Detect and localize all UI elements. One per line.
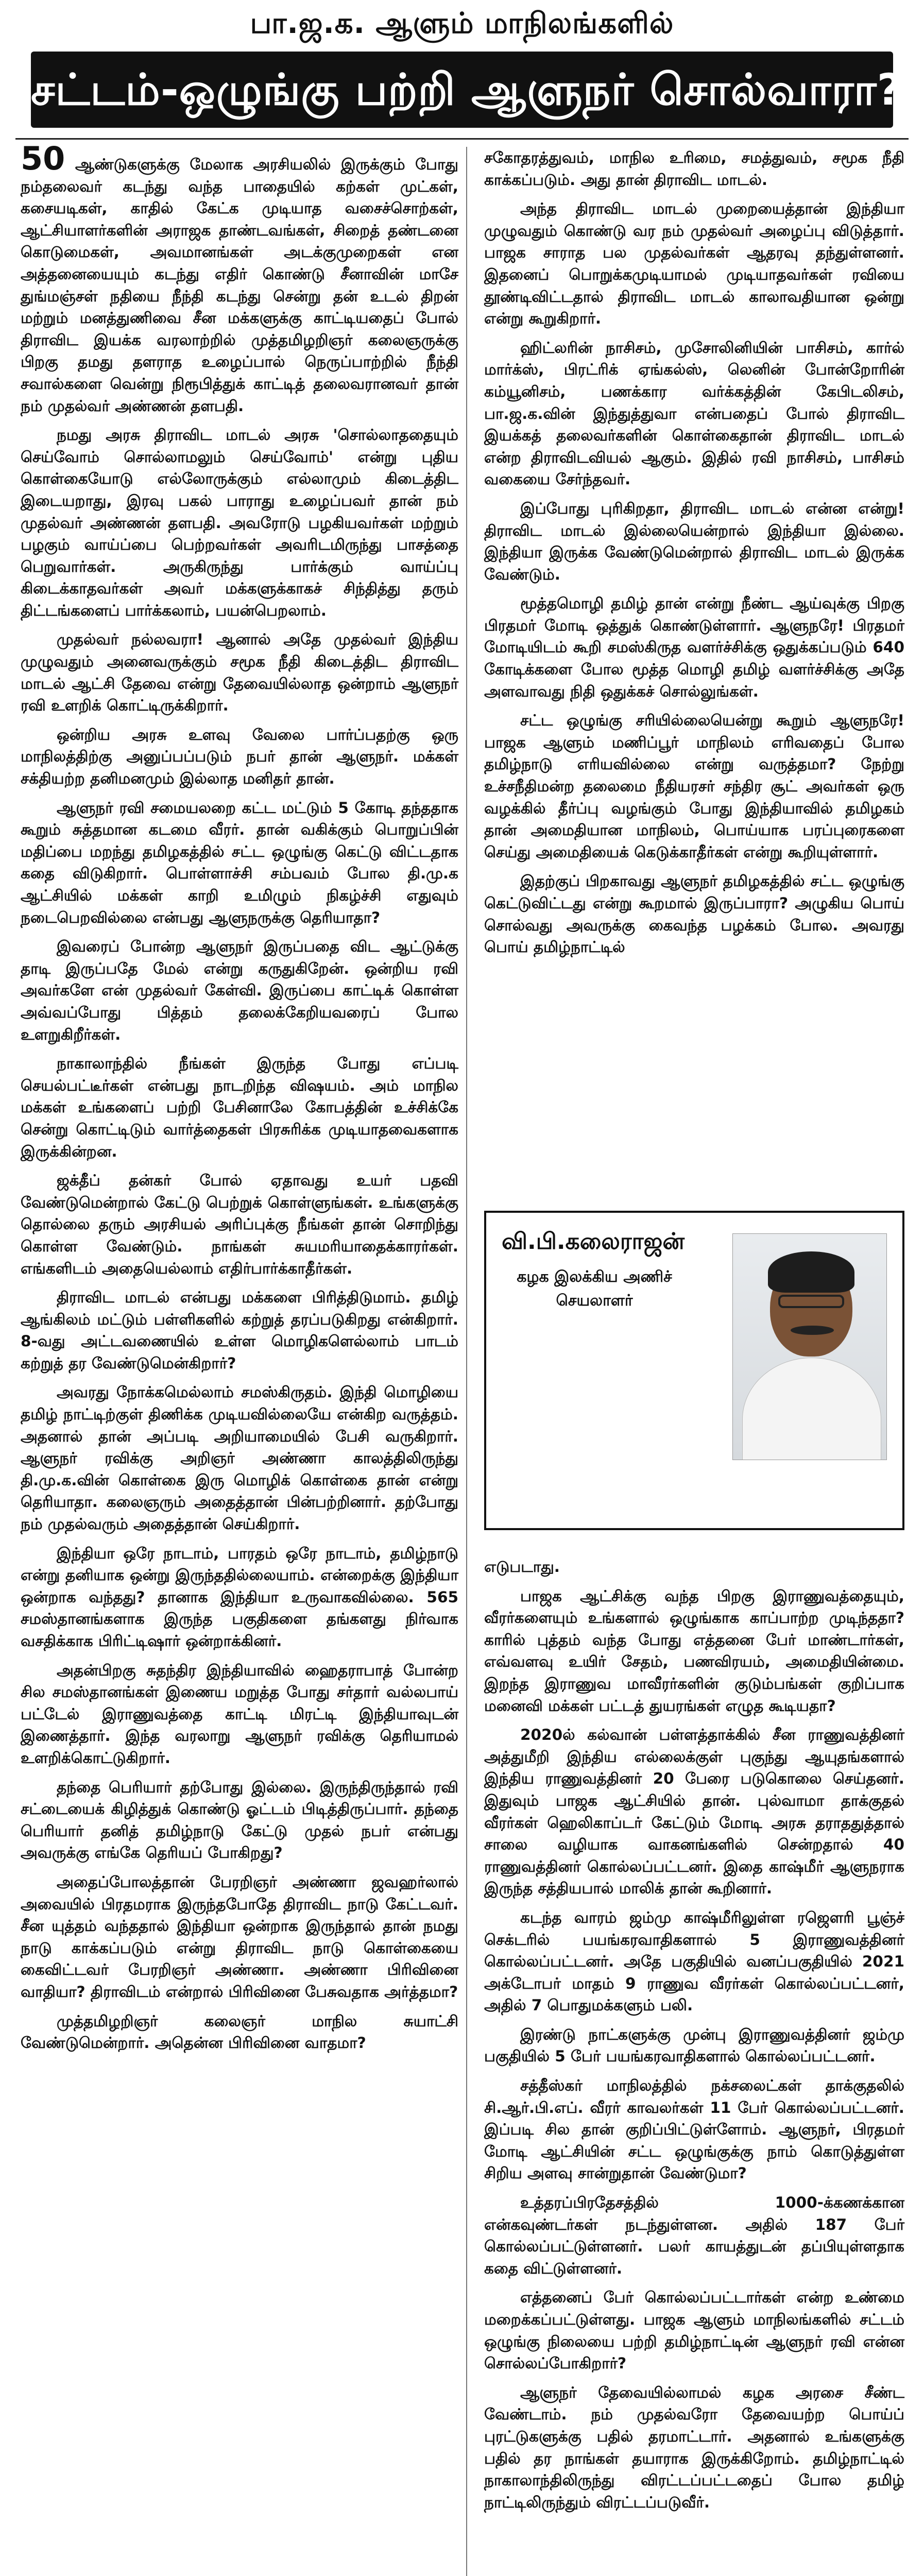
paragraph: முத்தமிழறிஞர் கலைஞர் மாநில சுயாட்சி வேண்டுமென்றார். அதென்ன பிரிவினை வாதமா? bbox=[21, 2012, 458, 2052]
right-column-lower bbox=[484, 1556, 904, 2576]
right-column bbox=[484, 147, 904, 1193]
paragraph: ஹிட்லரின் நாசிசம், முசோலினியின் பாசிசம், கார்ல் மார்க்ஸ், பிரட்ரிக் ஏங்கல்ஸ், லெனின் போன்றோரின் கம்யூனிசம், பணக்கார வர்க்கத்தின் கேபிடலிசம், பா.ஜ.க.வின் இந்துத்துவா என்பதைப் போல் திராவிட இயக்கத் தலைவர்களின் கொள்கைதான் திராவிட மாடல் என்ற திராவிடவியல் ஆகும். இதில் ரவி நாசிசம், பாசிசம் வகையை சேர்ந்தவர். bbox=[484, 338, 904, 488]
kicker: பா.ஜ.க. ஆளும் மாநிலங்களில் bbox=[250, 7, 674, 40]
left-column bbox=[21, 140, 458, 2576]
paragraph: 50 ஆண்டுகளுக்கு மேலாக அரசியலில் இருக்கும் போது நம்தலைவர் கடந்து வந்த பாதையில் கற்கள் முட்கள், கசையடிகள், காதில் கேட்க முடியாத வசைச்சொற்கள், ஆட்சியாளர்களின் அராஜக தாண்டவங்கள், சிறைத் தண்டனை கொடுமைகள், அவமானங்கள் அடக்குமுறைகள் என அத்தனையையும் கடந்து எதிர் கொண்டு சீனாவின் மாசே துங்மஞ்சள் நதியை நீந்தி கடந்து சென்று தன் உடல் திறன் மற்றும் மனத்துணிவை சீன மக்களுக்கு காட்டியதைப் போல் திராவிட இயக்க வரலாற்றில் முத்தமிழறிஞர் கலைஞருக்கு பிறகு தமது தளராத உழைப்பால் நெருப்பாற்றில் நீந்தி சவால்களை வென்று நிரூபித்துக் காட்டித் தலைவரானவர் தான் நம் முதல்வர் அண்ணன் தளபதி. bbox=[21, 140, 458, 415]
paragraph: உத்தரப்பிரதேசத்தில் 1000-க்கணக்கான என்கவுண்டர்கள் நடந்துள்ளன. அதில் 187 பேர் கொல்லப்பட்டுள்ளனர். பலர் காயத்துடன் தப்பியுள்ளதாக கதை விட்டுள்ளனர். bbox=[484, 2194, 904, 2277]
photo-glasses bbox=[778, 1295, 844, 1308]
lead-number: 50 bbox=[21, 140, 65, 177]
paragraph: மூத்தமொழி தமிழ் தான் என்று நீண்ட ஆய்வுக்கு பிறகு பிரதமர் மோடி ஒத்துக் கொண்டுள்ளார். ஆளுநரே! பிரதமர் மோடியிடம் கூறி சமஸ்கிருத வளர்ச்சிக்கு ஒதுக்கப்படும் 640 கோடிக்களை போல மூத்த மொழி தமிழ் வளர்ச்சிக்கு அதே அளவாவது நிதி ஒதுக்கச் சொல்லுங்கள். bbox=[484, 595, 904, 700]
paragraph: இவரைப் போன்ற ஆளுநர் இருப்பதை விட ஆட்டுக்கு தாடி இருப்பதே மேல் என்று கருதுகிறேன். ஒன்றிய ரவி அவர்களே என் முதல்வர் கேள்வி. இருப்பை காட்டிக் கொள்ள அவ்வப்போது பித்தம் தலைக்கேறியவரைப் போல உளறுகிறீர்கள். bbox=[21, 938, 458, 1043]
paragraph: தந்தை பெரியார் தற்போது இல்லை. இருந்திருந்தால் ரவி சட்டையைக் கிழித்துக் கொண்டு ஓட்டம் பிடித்திருப்பார். தந்தை பெரியார் தனித் தமிழ்நாடு கேட்டு முதல் நபர் என்பது அவருக்கு எங்கே தெரியப் போகிறது? bbox=[21, 1778, 458, 1862]
paragraph: சட்ட ஒழுங்கு சரியில்லையென்று கூறும் ஆளுநரே! பாஜக ஆளும் மணிப்பூர் மாநிலம் எரிவதைப் போல தமிழ்நாடு எரியவில்லை என்று வருத்தமா? நேற்று உச்சநீதிமன்ற தலைமை நீதியரசர் சந்திர சூட் அவர்கள் ஒரு வழக்கில் தீர்ப்பு வழங்கும் போது இந்தியாவில் தமிழகம் தான் அமைதியான மாநிலம், பொய்யாக பரப்புரைகளை செய்து அமைதியைக் கெடுக்காதீர்கள் என்று கூறியுள்ளார். bbox=[484, 711, 904, 861]
paragraph: அவரது நோக்கமெல்லாம் சமஸ்கிருதம். இந்தி மொழியை தமிழ் நாட்டிற்குள் திணிக்க முடியவில்லையே என்கிற வருத்தம். அதனால் தான் அப்படி அறியாமையில் பேசி வருகிறார். ஆளுநர் ரவிக்கு அறிஞர் அண்ணா காலத்திலிருந்து தி.மு.க.வின் கொள்கை இரு மொழிக் கொள்கை தான் என்று தெரியாதா. கலைஞரும் அதைத்தான் பின்பற்றினார். தற்போது நம் முதல்வரும் அதைத்தான் செய்கிறார். bbox=[21, 1383, 458, 1533]
paragraph: ஒன்றிய அரசு உளவு வேலை பார்ப்பதற்கு ஒரு மாநிலத்திற்கு அனுப்பப்படும் நபர் தான் ஆளுநர். மக்கள் சக்தியற்ற தனிமனமும் இல்லாத மனிதர் தான். bbox=[21, 725, 458, 788]
paragraph: ஆளுநர் தேவையில்லாமல் கழக அரசை சீண்ட வேண்டாம். நம் முதல்வரோ தேவையற்ற பொய்ப் புரட்டுகளுக்கு பதில் தரமாட்டார். அதனால் உங்களுக்கு பதில் தர நாங்கள் தயாராக இருக்கிறோம். தமிழ்நாட்டில் நாகாலாந்திலிருந்து விரட்டப்பட்டதைப் போல தமிழ் நாட்டிலிருந்தும் விரட்டப்படுவீர். bbox=[484, 2383, 904, 2511]
paragraph: இரண்டு நாட்களுக்கு முன்பு இராணுவத்தினர் ஜம்மு பகுதியில் 5 பேர் பயங்கரவாதிகளால் கொல்லப்பட்டனர். bbox=[484, 2025, 904, 2065]
paragraph: முதல்வர் நல்லவரா! ஆனால் அதே முதல்வர் இந்திய முழுவதும் அனைவருக்கும் சமூக நீதி கிடைத்திட திராவிட மாடல் ஆட்சி தேவை என்று தேவையில்லாத ஒன்றாம் ஆளுநர் ரவி உளறிக் கொட்டிருக்கிறார். bbox=[21, 631, 458, 715]
paragraph: சகோதரத்துவம், மாநில உரிமை, சமத்துவம், சமூக நீதி காக்கப்படும். அது தான் திராவிட மாடல். bbox=[484, 149, 904, 189]
paragraph: ஜக்தீப் தன்கர் போல் ஏதாவது உயர் பதவி வேண்டுமென்றால் கேட்டு பெற்றுக் கொள்ளுங்கள். உங்களுக்கு தொல்லை தரும் அரசியல் அரிப்புக்கு நீங்கள் தான் சொறிந்து கொள்ள வேண்டும். நாங்கள் சுயமரியாதைக்காரர்கள். எங்களிடம் அதையெல்லாம் எதிர்பார்க்காதீர்கள். bbox=[21, 1172, 458, 1277]
paragraph: எத்தனைப் பேர் கொல்லப்பட்டார்கள் என்ற உண்மை மறைக்கப்பட்டுள்ளது. பாஜக ஆளும் மாநிலங்களில் சட்டம் ஒழுங்கு நிலையை பற்றி தமிழ்நாட்டின் ஆளுநர் ரவி என்ன சொல்லப்போகிறார்? bbox=[484, 2289, 904, 2372]
paragraph: இதற்குப் பிறகாவது ஆளுநர் தமிழகத்தில் சட்ட ஒழுங்கு கெட்டுவிட்டது என்று கூறமால் இருப்பாரா? அழுகிய பொய் சொல்வது அவருக்கு கைவந்த பழக்கம் போல. அவரது பொய் தமிழ்நாட்டில் bbox=[484, 872, 904, 956]
paragraph: பாஜக ஆட்சிக்கு வந்த பிறகு இராணுவத்தையும், வீரர்களையும் உங்களால் ஒழுங்காக காப்பாற்ற முடிந்ததா? காரில் புத்தம் வந்த போது எத்தனை பேர் மாண்டார்கள், எவ்வளவு உயிர் சேதம், பணவிரயம், அமைதியின்மை. இறந்த இராணுவ மாவீரர்களின் குடும்பங்கள் குறிப்பாக மனைவி மக்கள் பட்டத் துயரங்கள் எழுத கூடியதா? bbox=[484, 1587, 904, 1715]
author-photo bbox=[732, 1233, 887, 1460]
author-name: வி.பி.கலைராஜன் bbox=[502, 1228, 685, 1255]
paragraph: நமது அரசு திராவிட மாடல் அரசு 'சொல்லாததையும் செய்வோம் சொல்லாமலும் செய்வோம்' என்று புதிய கொள்கையோடு எல்லோருக்கும் எல்லாமும் கிடைத்திட இடையறாது, இரவு பகல் பாராது உழைப்பவர் தான் நம் முதல்வர் அண்ணன் தளபதி. அவரோடு பழகியவர்கள் மற்றும் பழகும் வாய்ப்பை பெற்றவர்கள் அவரிடமிருந்து பாசத்தை பெறுவார்கள். அருகிருந்து பார்க்கும் வாய்ப்பு கிடைக்காதவர்கள் அவர் மக்களுக்காகச் சிந்தித்து தரும் திட்டங்களைப் பார்க்கலாம், பயன்பெறலாம். bbox=[21, 426, 458, 619]
paragraph: திராவிட மாடல் என்பது மக்களை பிரித்திடுமாம். தமிழ் ஆங்கிலம் மட்டும் பள்ளிகளில் கற்றுத் தரப்படுகிறது என்கிறார். 8-வது அட்டவணையில் உள்ள மொழிகளெல்லாம் பாடம் கற்றுத் தர வேண்டுமென்கிறார்? bbox=[21, 1289, 458, 1372]
paragraph: கடந்த வாரம் ஜம்மு காஷ்மீரிலுள்ள ரஜௌரி பூஞ்ச் செக்டரில் பயங்கரவாதிகளால் 5 இராணுவத்தினர் கொல்லப்பட்டனர். அதே பகுதியில் வனப்பகுதியில் 2021 அக்டோபர் மாதம் 9 ராணுவ வீரர்கள் கொல்லப்பட்டனர், அதில் 7 பொதுமக்களும் பலி. bbox=[484, 1908, 904, 2014]
top-rule bbox=[15, 138, 909, 140]
paragraph: சத்தீஸ்கர் மாநிலத்தில் நக்சலைட்கள் தாக்குதலில் சி.ஆர்.பி.எப். வீரர் காவலர்கள் 11 பேர் கொல்லப்பட்டனர். இப்படி சில தான் குறிப்பிட்டுள்ளோம். ஆளுநர், பிரதமர் மோடி ஆட்சியின் சட்ட ஒழுங்குக்கு நாம் கொடுத்துள்ள சிறிய அளவு சான்றுதான் வேண்டுமா? bbox=[484, 2077, 904, 2182]
paragraph: அதன்பிறகு சுதந்திர இந்தியாவில் ஹைதராபாத் போன்ற சில சமஸ்தானங்கள் இணைய மறுத்த போது சர்தார் வல்லபாய் பட்டேல் இராணுவத்தை காட்டி மிரட்டி இந்தியாவுடன் இணைத்தார். இந்த வரலாறு ஆளுநர் ரவிக்கு தெரியாமல் உளறிக்கொட்டுகிறார். bbox=[21, 1661, 458, 1767]
author-role: கழக இலக்கிய அணிச் செயலாளர் bbox=[517, 1268, 672, 1310]
paragraph: 2020ல் கல்வான் பள்ளத்தாக்கில் சீன ராணுவத்தினர் அத்துமீறி இந்திய எல்லைக்குள் புகுந்து ஆயுதங்களால் இந்திய ராணுவத்தினர் 20 பேரை படுகொலை செய்தனர். இதுவும் பாஜக ஆட்சியில் தான். புல்வாமா தாக்குதல் வீரர்கள் ஹெலிகாப்டர் கேட்டும் மோடி அரசு தராததுத்தால் சாலை வழியாக வாகனங்களில் சென்றதால் 40 ராணுவத்தினர் கொல்லப்பட்டனர். இதை காஷ்மீர் ஆளுநராக இருந்த சத்தியபால் மாலிக் தான் கூறினார். bbox=[484, 1726, 904, 1897]
paragraph: எடுபடாது. bbox=[484, 1558, 560, 1575]
paragraph: நாகாலாந்தில் நீங்கள் இருந்த போது எப்படி செயல்பட்டீர்கள் என்பது நாடறிந்த விஷயம். அம் மாநில மக்கள் உங்களைப் பற்றி பேசினாலே கோபத்தின் உச்சிக்கே சென்று கொட்டிடும் வார்த்தைகள் பிரசுரிக்க முடியாதவைகளாக இருக்கின்றன. bbox=[21, 1055, 458, 1160]
photo-mustache bbox=[791, 1326, 834, 1335]
column-divider bbox=[466, 147, 467, 2576]
author-box bbox=[484, 1211, 904, 1530]
paragraph: அதைப்போலத்தான் பேரறிஞர் அண்ணா ஜவஹர்லால் அவையில் பிரதமராக இருந்தபோதே திராவிட நாடு கேட்டவர். சீன யுத்தம் வந்ததால் இந்தியா ஒன்றாக இருந்தால் தான் நமது நாடு காக்கப்படும் என்று திராவிட நாடு கொள்கையை கைவிட்டவர் பேரறிஞர் அண்ணா. அண்ணா பிரிவினை வாதியா? திராவிடம் என்றால் பிரிவினை பேசுவதாக அர்த்தமா? bbox=[21, 1873, 458, 2001]
paragraph: ஆளுநர் ரவி சமையலறை கட்ட மட்டும் 5 கோடி தந்ததாக கூறும் சுத்தமான கடமை வீரர். தான் வகிக்கும் பொறுப்பின் மதிப்பை மறந்து தமிழகத்தில் சட்ட ஒழுங்கு கெட்டு விட்டதாக கதை விடுகிறார். பொள்ளாச்சி சம்பவம் போல தி.மு.க ஆட்சியில் மக்கள் காறி உமிழும் நிகழ்ச்சி எதுவும் நடைபெறவில்லை என்பது ஆளுநருக்கு தெரியாதா? bbox=[21, 799, 458, 926]
headline: சட்டம்-ஒழுங்கு பற்றி ஆளுநர் சொல்வாரா? bbox=[31, 64, 903, 115]
photo-hair bbox=[768, 1251, 854, 1293]
paragraph: அந்த திராவிட மாடல் முறையைத்தான் இந்தியா முழுவதும் கொண்டு வர நம் முதல்வர் அழைப்பு விடுத்தார். பாஜக சாராத பல முதல்வர்கள் ஆதரவு தந்துள்ளனர். இதனைப் பொறுக்கமுடியாமல் முடியாதவர்கள் ரவியை தூண்டிவிட்டதால் திராவிட மாடல் காலாவதியான ஒன்று என்று கூறுகிறார். bbox=[484, 200, 904, 328]
paragraph: இந்தியா ஒரே நாடாம், பாரதம் ஒரே நாடாம், தமிழ்நாடு என்று தனியாக ஒன்று இருந்ததில்லையாம். என்றைக்கு இந்தியா ஒன்றாக வந்தது? தானாக இந்தியா உருவாகவில்லை. 565 சமஸ்தானங்களாக இருந்த பகுதிகளை தங்களது நிர்வாக வசதிக்காக பிரிட்டிஷார் ஒன்றாக்கினர். bbox=[21, 1544, 458, 1650]
paragraph: இப்போது புரிகிறதா, திராவிட மாடல் என்ன என்று! திராவிட மாடல் இல்லையென்றால் இந்தியா இல்லை. இந்தியா இருக்க வேண்டுமென்றால் திராவிட மாடல் இருக்க வேண்டும். bbox=[484, 499, 904, 583]
photo-shirt bbox=[742, 1358, 881, 1460]
